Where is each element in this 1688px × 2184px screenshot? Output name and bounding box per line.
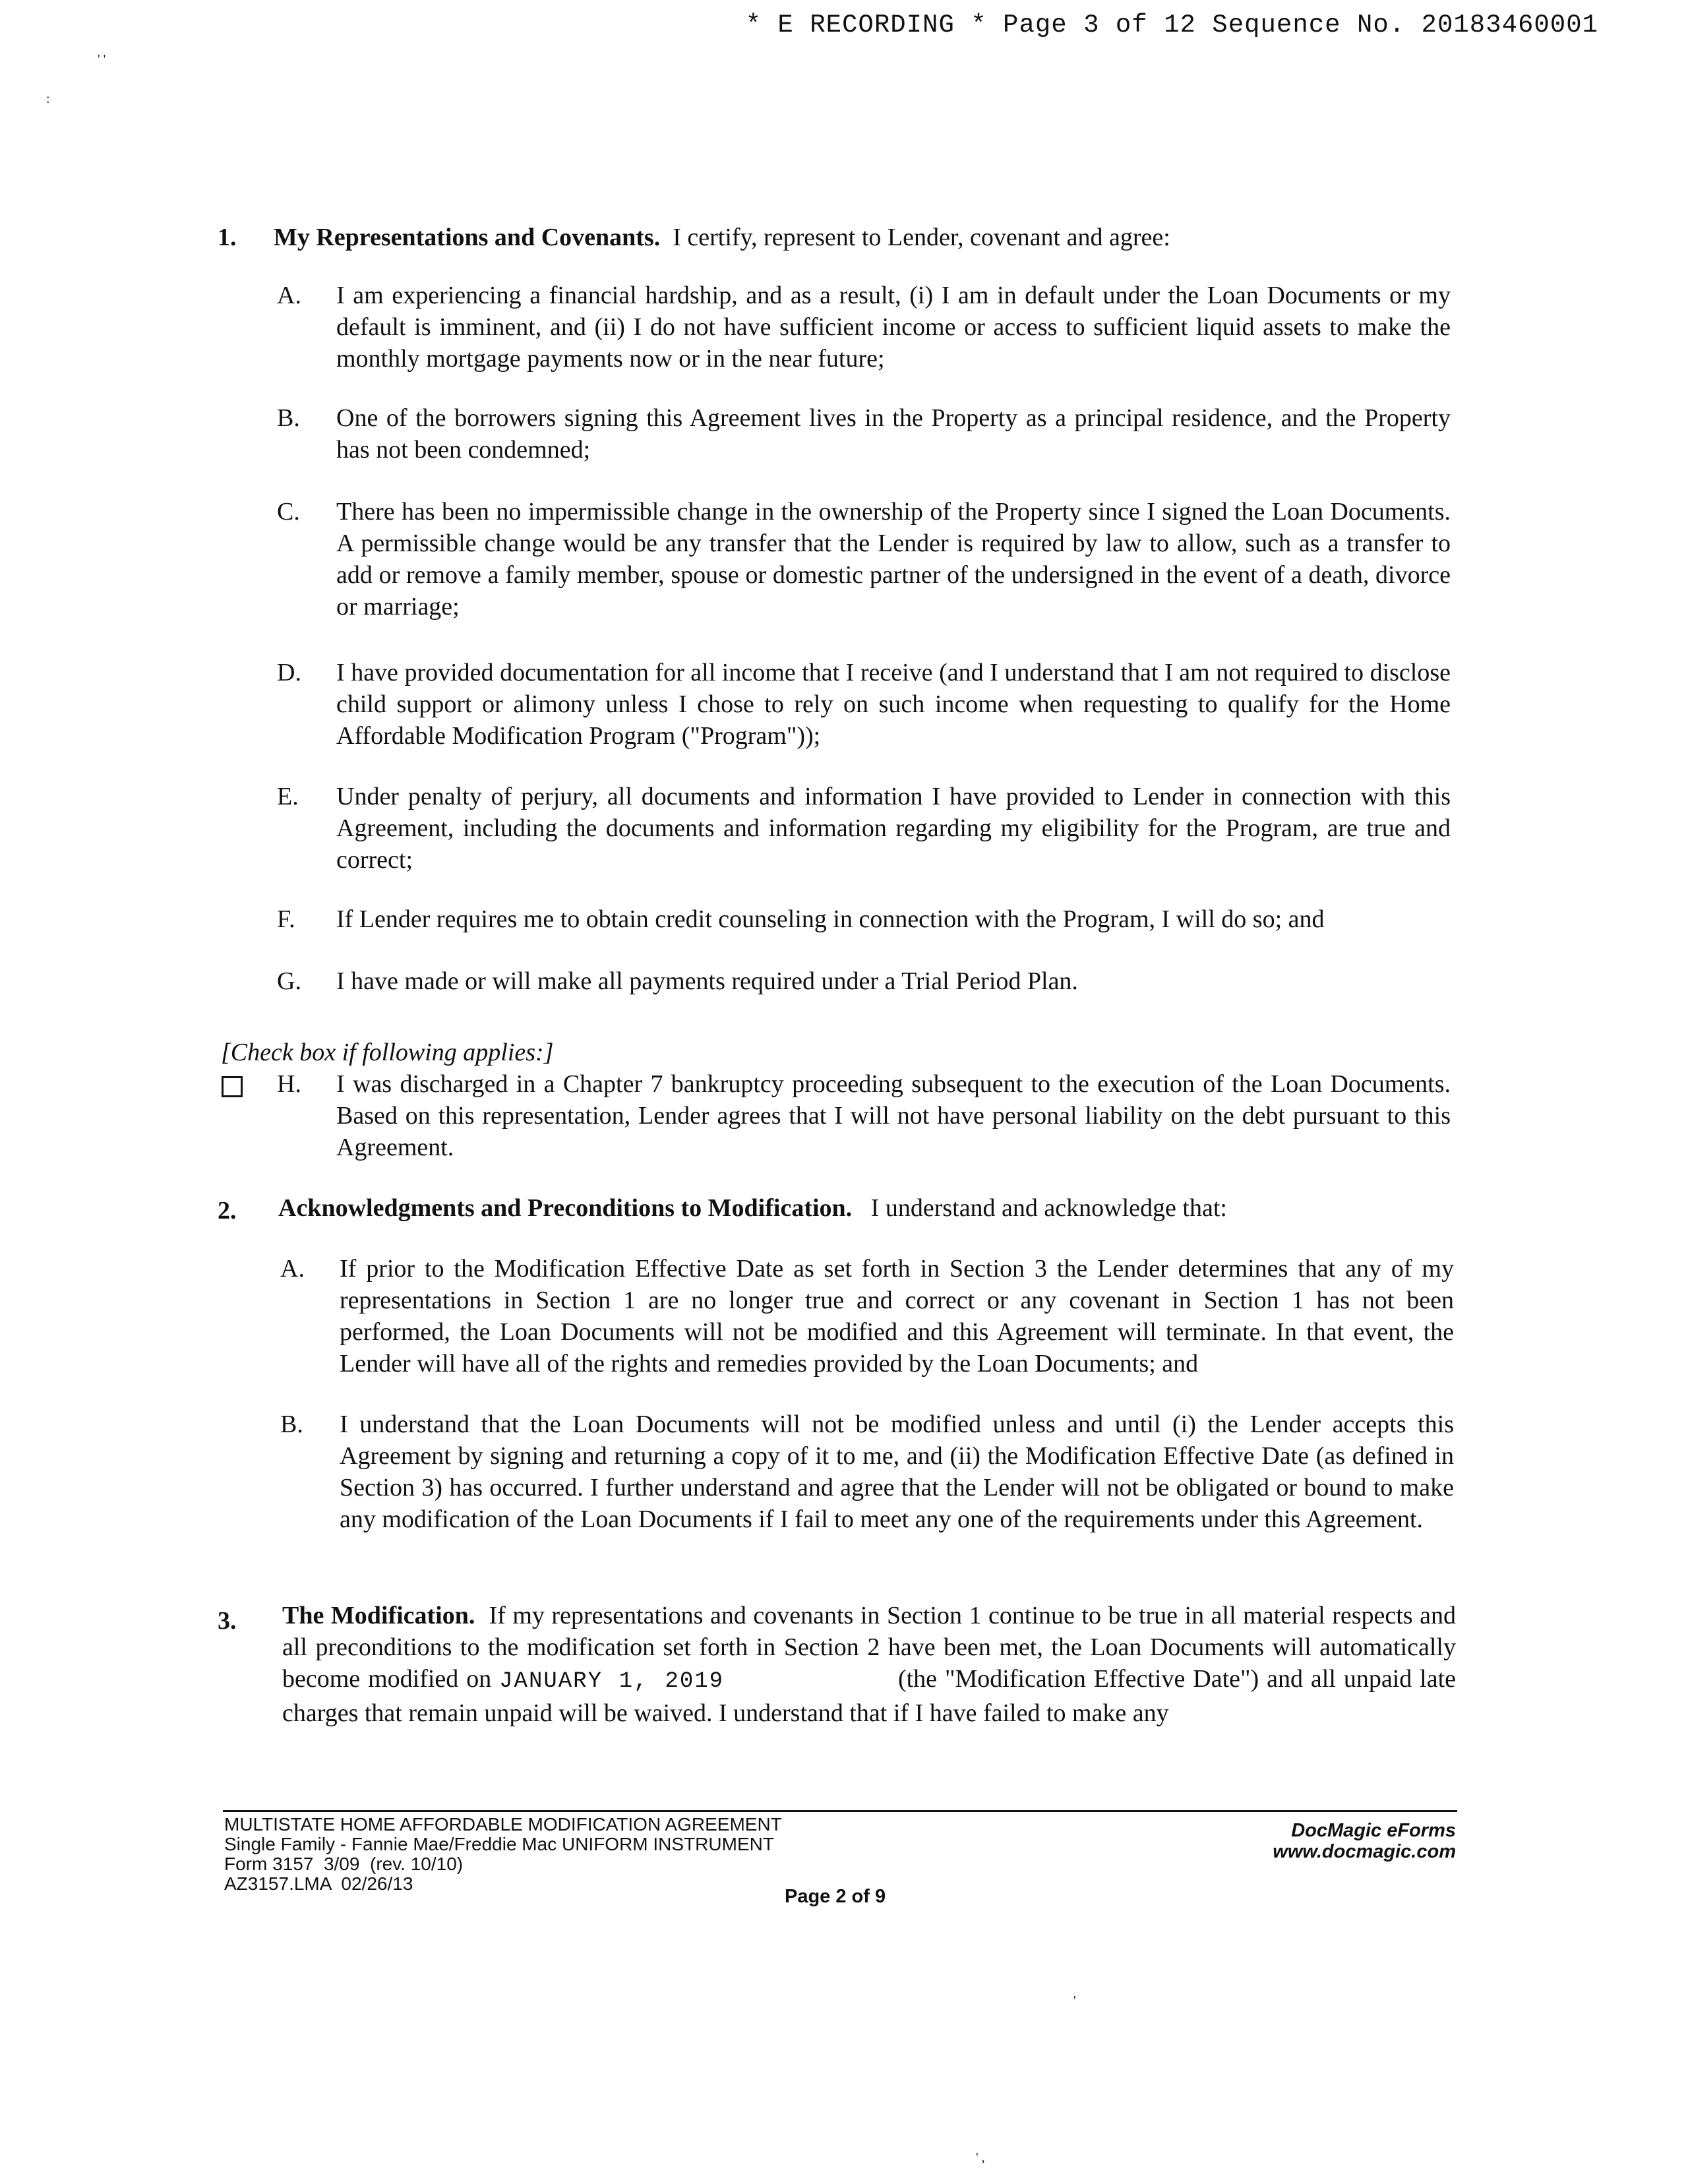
item-text: I was discharged in a Chapter 7 bankruptcy proceeding subsequent to the execution of the Loan Documents. Based on this representation, Lender agrees that I will not have personal liability on the debt pursuant to this Agreement. [336,1070,1451,1161]
item-text: Under penalty of perjury, all documents and information I have provided to Lender in connection with this Agreement, including the documents and information regarding my eligibility for the Program, are true and correct; [336,783,1451,874]
footer-line: AZ3157.LMA 02/26/13 [224,1873,413,1894]
section-text: and all unpaid late charges that remain unpaid will be waived. I understand that if I have failed to make any [282,1665,1457,1727]
docmagic-website: www.docmagic.com [1273,1841,1456,1862]
item-text: One of the borrowers signing this Agreement lives in the Property as a principal residence, and the Property has not been condemned; [336,404,1451,464]
item-letter: H. [277,1070,301,1098]
section-intro: I certify, represent to Lender, covenant and agree: [673,224,1170,251]
section-number: 1. [218,224,237,251]
footer-line: Form 3157 3/09 (rev. 10/10) [224,1854,464,1874]
item-letter: B. [277,404,300,432]
modification-effective-date: JANUARY 1, 2019 [499,1669,725,1694]
item-text: I understand that the Loan Documents will not be modified unless and until (i) the Lender accepts this Agreement by signing and returning a copy of it to me, and (ii) the Modification Effective Date (as defined in Section 3) has occurred. I further understand and agree that the Lender will not be obligated or bound to make any modification of the Loan Documents if I fail to meet any one of the requirements under this Agreement. [340,1410,1454,1533]
section-number: 2. [218,1197,237,1225]
item-letter: A. [277,282,301,309]
item-text: I have made or will make all payments required under a Trial Period Plan. [336,967,1078,995]
recording-header: * E RECORDING * Page 3 of 12 Sequence No. 20183460001 [745,11,1598,40]
footer-line: Single Family - Fannie Mae/Freddie Mac UNIFORM INSTRUMENT [224,1834,774,1854]
item-text: There has been no impermissible change in the ownership of the Property since I signed the Loan Documents. A permissible change would be any transfer that the Lender is required by law to allow, such as a transfer to add or remove a family member, spouse or domestic partner of the undersigned in the event of a death, divorce or marriage; [336,498,1451,621]
item-letter: F. [277,905,295,933]
item-letter: A. [280,1255,305,1283]
section-number: 3. [218,1607,237,1635]
scan-speck: ' [1073,1993,1076,2008]
section-body [282,1600,1456,1729]
item-letter: C. [277,498,300,526]
item-letter: G. [277,967,301,995]
scan-speck: ' , [976,2150,985,2165]
scan-speck: ' ' [98,52,106,67]
item-text: I have provided documentation for all income that I receive (and I understand that I am not required to disclose child support or alimony unless I chose to rely on such income when requesting to qualify for the Home Affordable Modification Program ("Program")); [336,659,1451,750]
footer-brand [1273,1820,1456,1862]
item-text: I am experiencing a financial hardship, and as a result, (i) I am in default under the Loan Documents or my default is imminent, and (ii) I do not have sufficient income or access to sufficient liquid assets to make the monthly mortgage payments now or in the near future; [336,282,1451,373]
section-title: Acknowledgments and Preconditions to Modification. [278,1194,853,1222]
section-text: If my representations and covenants in Section 1 continue to be true in all material respects and all preconditions to the modification set forth in Section 2 have been met, the Loan Documents will automatically become modified on [282,1602,1457,1693]
section-title: My Representations and Covenants. [274,224,661,251]
footer-page-number: Page 2 of 9 [785,1886,886,1907]
footer-divider [223,1810,1457,1812]
item-letter: B. [280,1410,303,1438]
footer-form-info [224,1815,782,1894]
section-title: The Modification. [282,1602,475,1629]
section-text: (the "Modification Effective Date") [897,1665,1259,1693]
bankruptcy-checkbox[interactable] [222,1076,243,1097]
item-letter: E. [277,783,299,810]
item-letter: D. [277,659,301,686]
docmagic-logo: DocMagic eForms [1291,1820,1456,1841]
item-text: If prior to the Modification Effective Date as set forth in Section 3 the Lender determines that any of my representations in Section 1 are no longer true and correct or any covenant in Section 1 has not been performed, the Loan Documents will not be modified and this Agreement will terminate. In that event, the Lender will have all of the rights and remedies provided by the Loan Documents; and [340,1255,1454,1378]
section-heading [274,222,1461,253]
check-box-note: [Check box if following applies:] [221,1039,554,1066]
footer-line: MULTISTATE HOME AFFORDABLE MODIFICATION AGREEMENT [224,1814,782,1835]
scan-speck: : [46,92,50,106]
section-intro: I understand and acknowledge that: [870,1194,1227,1222]
item-text: If Lender requires me to obtain credit counseling in connection with the Program, I will do so; and [336,905,1325,933]
section-heading [278,1192,1465,1224]
